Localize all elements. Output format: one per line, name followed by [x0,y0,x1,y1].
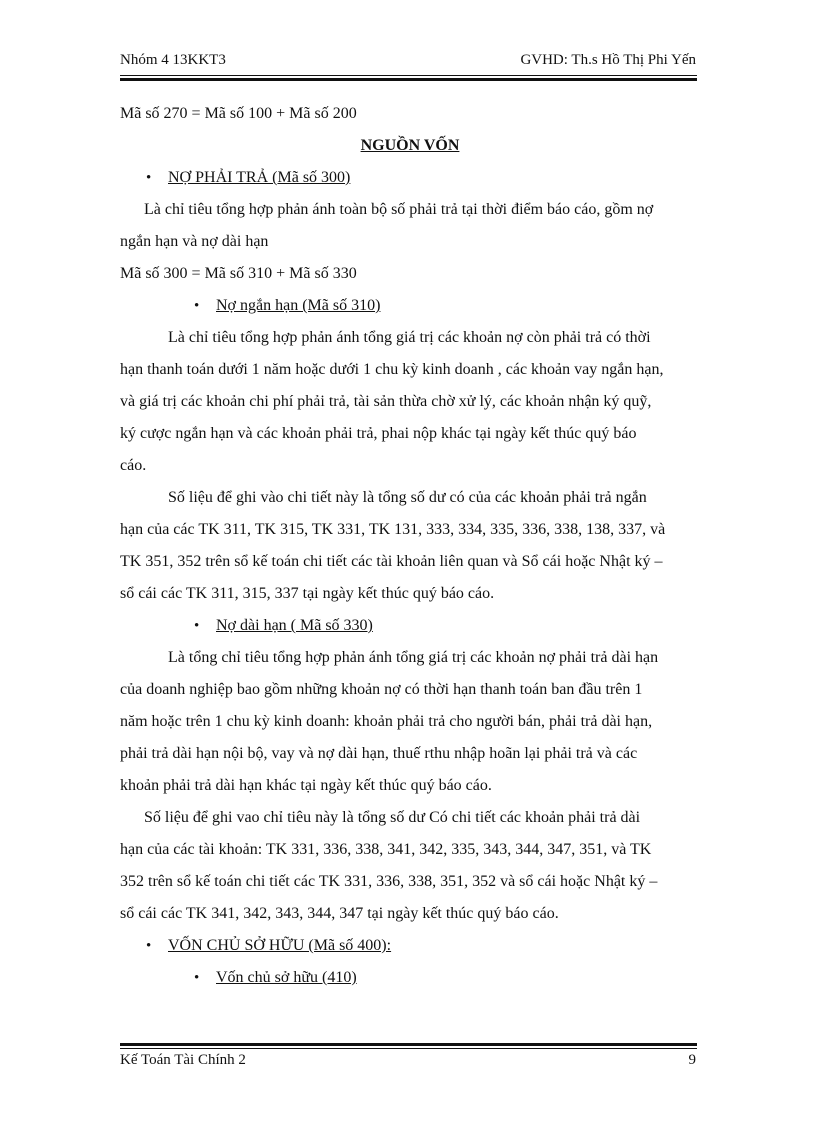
heading-no-phai-tra-text: NỢ PHẢI TRẢ (Mã số 300) [168,169,351,186]
footer-rule-thin [120,1048,697,1049]
paragraph-line: hạn của các tài khoản: TK 331, 336, 338, 341, 342, 335, 343, 344, 347, 351, và TK [120,841,652,858]
header-rule-thin [120,75,697,76]
paragraph-line: hạn của các TK 311, TK 315, TK 331, TK 131, 333, 334, 335, 336, 338, 138, 337, và [120,521,666,538]
paragraph-line: cáo. [120,457,147,474]
heading-von-chu-so-huu-text: VỐN CHỦ SỞ HỮU (Mã số 400): [168,937,392,954]
bullet-icon: • [194,970,200,986]
paragraph-line: của doanh nghiệp bao gồm những khoản nợ có thời hạn thanh toán ban đầu trên 1 [120,681,643,698]
paragraph-line: sổ cái các TK 311, 315, 337 tại ngày kết thúc quý báo cáo. [120,585,495,602]
paragraph-line: khoản phải trả dài hạn khác tại ngày kết thúc quý báo cáo. [120,777,492,794]
bullet-icon: • [146,938,152,954]
bullet-icon: • [146,170,152,186]
heading-no-ngan-han-text: Nợ ngắn hạn (Mã số 310) [216,297,381,314]
header-group-name: Nhóm 4 13KKT3 [120,52,226,68]
heading-no-dai-han [120,610,700,642]
heading-no-ngan-han [120,290,700,322]
header-advisor: GVHD: Th.s Hồ Thị Phi Yến [520,52,696,68]
paragraph-line: Là chỉ tiêu tổng hợp phản ánh tổng giá trị các khoản nợ còn phải trả có thời [168,329,651,346]
paragraph-line: Số liệu để ghi vào chi tiết này là tổng số dư có của các khoản phải trả ngắn [168,489,647,506]
formula-300: Mã số 300 = Mã số 310 + Mã số 330 [120,265,357,282]
paragraph-line: ký cược ngắn hạn và các khoản phải trả, phai nộp khác tại ngày kết thúc quý báo [120,425,637,442]
paragraph-line: phải trả dài hạn nội bộ, vay và nợ dài hạn, thuế rthu nhập hoãn lại phải trả và các [120,745,638,762]
page-body [120,98,700,994]
heading-von-chu-so-huu-410-text: Vốn chủ sở hữu (410) [216,969,357,986]
bullet-icon: • [194,298,200,314]
header-rule-thick [120,78,697,81]
page-footer [120,1052,696,1074]
section-title: NGUỒN VỐN [360,137,460,154]
heading-no-phai-tra [120,162,700,194]
paragraph-line: 352 trên sổ kế toán chi tiết các TK 331, 336, 338, 351, 352 và sổ cái hoặc Nhật ký – [120,873,658,890]
formula-270: Mã số 270 = Mã số 100 + Mã số 200 [120,105,357,122]
paragraph-line: TK 351, 352 trên sổ kế toán chi tiết các tài khoản liên quan và Sổ cái hoặc Nhật ký – [120,553,663,570]
bullet-icon: • [194,618,200,634]
paragraph-line: Là chỉ tiêu tổng hợp phản ánh toàn bộ số phải trả tại thời điểm báo cáo, gồm nợ [144,201,654,218]
heading-no-dai-han-text: Nợ dài hạn ( Mã số 330) [216,617,373,634]
footer-course-name: Kế Toán Tài Chính 2 [120,1052,246,1068]
page-header [120,52,696,74]
heading-von-chu-so-huu-410 [120,962,700,994]
paragraph-line: và giá trị các khoản chi phí phải trả, tài sản thừa chờ xử lý, các khoản nhận ký quỹ, [120,393,652,410]
heading-von-chu-so-huu [120,930,700,962]
paragraph-line: hạn thanh toán dưới 1 năm hoặc dưới 1 chu kỳ kinh doanh , các khoản vay ngắn hạn, [120,361,664,378]
paragraph-line: ngắn hạn và nợ dài hạn [120,233,269,250]
paragraph-line: Số liệu để ghi vao chỉ tiêu này là tổng số dư Có chi tiết các khoản phải trả dài [144,809,641,826]
paragraph-line: Là tổng chỉ tiêu tổng hợp phản ánh tổng giá trị các khoản nợ phải trả dài hạn [168,649,659,666]
footer-rule-thick [120,1043,697,1046]
paragraph-line: sổ cái các TK 341, 342, 343, 344, 347 tại ngày kết thúc quý báo cáo. [120,905,559,922]
paragraph-line: năm hoặc trên 1 chu kỳ kinh doanh: khoản phải trả cho người bán, phải trả dài hạn, [120,713,653,730]
page-number: 9 [688,1052,696,1068]
